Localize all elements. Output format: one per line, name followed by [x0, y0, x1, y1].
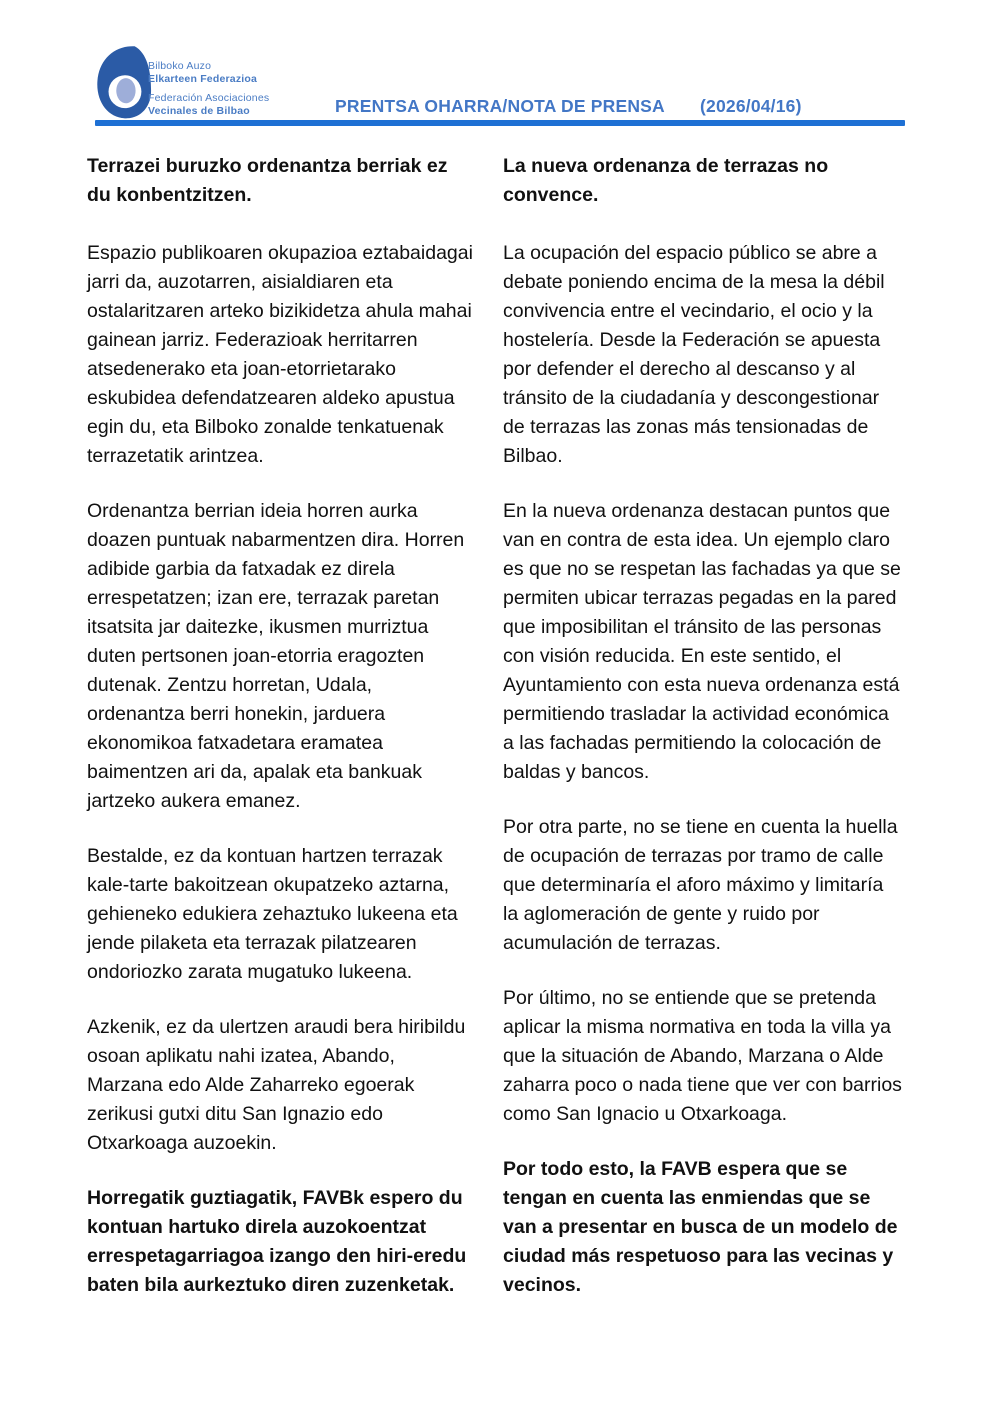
paragraph: Ordenantza berrian ideia horren aurka doazen puntuak nabarmentzen dira. Horren adibide garbia da fatxadak ez direla errespetatzen; izan ere, terrazak paretan itsatsita jar daitezke, ikusmen murriztua duten pertsonen joan-etorria eragozten dutenak. Zentzu horretan, Udala, ordenantza berri honekin, jarduera ekonomikoa fatxadetara eramatea baimentzen ari da, apalak eta bankuak jartzeko aukera emanez. [87, 500, 465, 812]
two-column-body [87, 152, 1000, 1326]
article-title-spanish: La nueva ordenanza de terrazas no convence. [503, 155, 829, 206]
document-header [0, 0, 1000, 140]
closing-paragraph-spanish: Por todo esto, la FAVB espera que se tengan en cuenta las enmiendas que se van a presentar en busca de un modelo de ciudad más respetuoso para las vecinas y vecinos. [503, 1158, 898, 1296]
press-release-date: (2026/04/16) [700, 96, 802, 116]
header-divider [95, 120, 905, 126]
paragraph: En la nueva ordenanza destacan puntos que van en contra de esta idea. Un ejemplo claro es que no se respetan las fachadas ya que se permiten ubicar terrazas pegadas en la pared que imposibilitan el tránsito de las personas con visión reducida. En este sentido, el Ayuntamiento con esta nueva ordenanza está permitiendo trasladar la actividad económica a las fachadas permitiendo la colocación de baldas y bancos. [503, 500, 901, 783]
paragraph: Espazio publikoaren okupazioa eztabaidagai jarri da, auzotarren, aisialdiaren eta ostalaritzaren arteko bizikidetza ahula mahai gainean jarriz. Federazioak herritarren atsedenerako eta joan-etorrietarako eskubidea defendatzearen aldeko apustua egin du, eta Bilboko zonalde tenkatuenak terrazetatik arintzea. [87, 242, 473, 467]
federation-name [148, 60, 269, 118]
federation-name-line: Federación Asociaciones [148, 92, 270, 104]
federation-logo-icon [95, 44, 153, 120]
paragraph: Por último, no se entiende que se pretenda aplicar la misma normativa en toda la villa ya que la situación de Abando, Marzana o Alde zaharra poco o nada tiene que ver con barrios como San Ignacio u Otxarkoaga. [503, 987, 902, 1125]
paragraph: Bestalde, ez da kontuan hartzen terrazak kale-tarte bakoitzean okupatzeko aztarna, gehieneko edukiera zehaztuko lukeena eta jende pilaketa eta terrazak pilatzearen ondoriozko zarata mugatuko lukeena. [87, 845, 458, 983]
press-release-heading: PRENTSA OHARRA/NOTA DE PRENSA [335, 96, 665, 116]
article-title-basque: Terrazei buruzko ordenantza berriak ez du konbentzitzen. [87, 155, 448, 206]
paragraph: La ocupación del espacio público se abre a debate poniendo encima de la mesa la débil convivencia entre el vecindario, el ocio y la hostelería. Desde la Federación se apuesta por defender el derecho al descanso y al tránsito de la ciudadanía y descongestionar de terrazas las zonas más tensionadas de Bilbao. [503, 242, 885, 467]
closing-paragraph-basque: Horregatik guztiagatik, FAVBk espero du kontuan hartuko direla auzokoentzat errespetagarriagoa izango den hiri-eredu baten bila aurkeztuko diren zuzenketak. [87, 1187, 467, 1296]
paragraph: Por otra parte, no se tiene en cuenta la huella de ocupación de terrazas por tramo de calle que determinaría el aforo máximo y limitaría la aglomeración de gente y ruido por acumulación de terrazas. [503, 816, 898, 954]
paragraph: Azkenik, ez da ulertzen araudi bera hiribildu osoan aplikatu nahi izatea, Abando, Marzana edo Alde Zaharreko egoerak zerikusi gutxi ditu San Ignazio edo Otxarkoaga auzoekin. [87, 1016, 466, 1154]
federation-name-line: Elkarteen Federazioa [148, 73, 258, 85]
federation-name-line: Bilboko Auzo [148, 60, 212, 72]
column-basque [87, 152, 475, 1326]
federation-name-spanish [148, 92, 269, 118]
federation-name-line: Vecinales de Bilbao [148, 105, 250, 117]
federation-name-basque [148, 60, 269, 86]
column-spanish [503, 152, 903, 1326]
